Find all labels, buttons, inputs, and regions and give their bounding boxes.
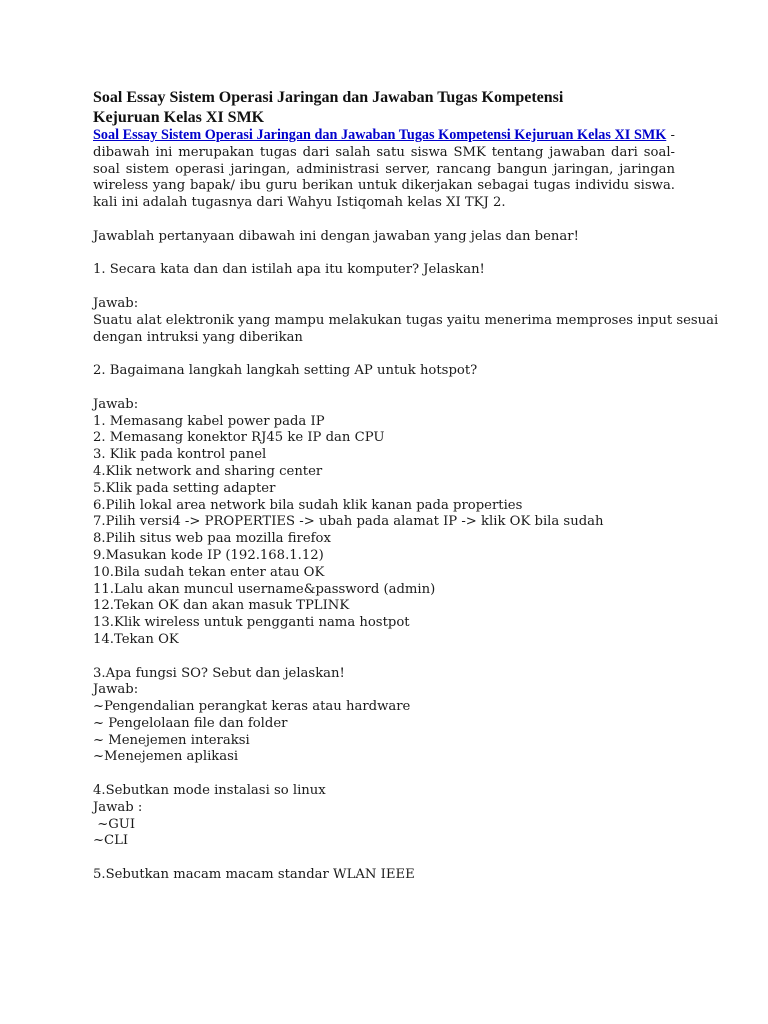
- step-item: 2. Memasang konektor RJ45 ke IP dan CPU: [93, 430, 385, 446]
- document-title: [93, 88, 675, 127]
- answer-line: Suatu alat elektronik yang mampu melakukan tugas yaitu menerima memproses input sesuai: [93, 312, 719, 328]
- intro-text: - dibawah ini merupakan tugas dari salah satu siswa SMK tentang jawaban dari soal-soal sistem operasi jaringan, administrasi server, rancang bangun jaringan, jaringan wireless yang bapak/ ibu guru berikan untuk dikerjakan sebagai tugas individu siswa. kali ini adalah tugasnya dari Wahyu Istiqomah kelas XI TKJ 2.: [93, 128, 675, 211]
- intro-title-link[interactable]: Soal Essay Sistem Operasi Jaringan dan Jawaban Tugas Kompetensi Kejuruan Kelas XI SMK: [93, 127, 667, 143]
- step-item: 5.Klik pada setting adapter: [93, 480, 276, 496]
- step-item: 10.Bila sudah tekan enter atau OK: [93, 564, 325, 580]
- step-item: 12.Tekan OK dan akan masuk TPLINK: [93, 598, 350, 614]
- answer-label: Jawab:: [93, 682, 139, 698]
- question-2: 2. Bagaimana langkah langkah setting AP untuk hotspot?: [93, 363, 478, 379]
- answer-item: ~Menejemen aplikasi: [93, 749, 239, 765]
- question-answer-3: [93, 666, 675, 767]
- answer-1: [93, 295, 719, 346]
- step-item: 6.Pilih lokal area network bila sudah klik kanan pada properties: [93, 497, 523, 513]
- answer-2: [93, 397, 675, 649]
- answer-item: ~ Menejemen interaksi: [93, 732, 250, 748]
- answer-line: dengan intruksi yang diberikan: [93, 329, 303, 345]
- step-item: 1. Memasang kabel power pada IP: [93, 413, 325, 429]
- answer-label: Jawab :: [93, 799, 143, 815]
- answer-item: ~ Pengelolaan file dan folder: [93, 715, 288, 731]
- step-item: 11.Lalu akan muncul username&password (admin): [93, 581, 436, 597]
- question-5: 5.Sebutkan macam macam standar WLAN IEEE: [93, 867, 415, 883]
- step-item: 7.Pilih versi4 -> PROPERTIES -> ubah pada alamat IP -> klik OK bila sudah: [93, 514, 604, 530]
- question-answer-4: [93, 783, 675, 850]
- intro-paragraph: [93, 127, 675, 212]
- answer-label: Jawab:: [93, 396, 139, 412]
- step-item: 3. Klik pada kontrol panel: [93, 447, 267, 463]
- step-item: 14.Tekan OK: [93, 631, 179, 647]
- step-item: 8.Pilih situs web paa mozilla firefox: [93, 531, 331, 547]
- step-item: 9.Masukan kode IP (192.168.1.12): [93, 547, 324, 563]
- answer-label: Jawab:: [93, 295, 139, 311]
- question-3: 3.Apa fungsi SO? Sebut dan jelaskan!: [93, 665, 345, 681]
- question-4: 4.Sebutkan mode instalasi so linux: [93, 783, 326, 799]
- title-line-1: Soal Essay Sistem Operasi Jaringan dan Jawaban Tugas Kompetensi: [93, 89, 564, 106]
- step-item: 13.Klik wireless untuk pengganti nama hostpot: [93, 615, 410, 631]
- answer-item: ~GUI: [93, 816, 136, 832]
- step-item: 4.Klik network and sharing center: [93, 463, 323, 479]
- title-line-2: Kejuruan Kelas XI SMK: [93, 108, 265, 126]
- document-body: [93, 88, 719, 884]
- instruction-text: Jawablah pertanyaan dibawah ini dengan jawaban yang jelas dan benar!: [93, 228, 579, 244]
- answer-item: ~Pengendalian perangkat keras atau hardware: [93, 699, 411, 715]
- answer-item: ~CLI: [93, 833, 129, 849]
- question-1: 1. Secara kata dan dan istilah apa itu komputer? Jelaskan!: [93, 262, 485, 278]
